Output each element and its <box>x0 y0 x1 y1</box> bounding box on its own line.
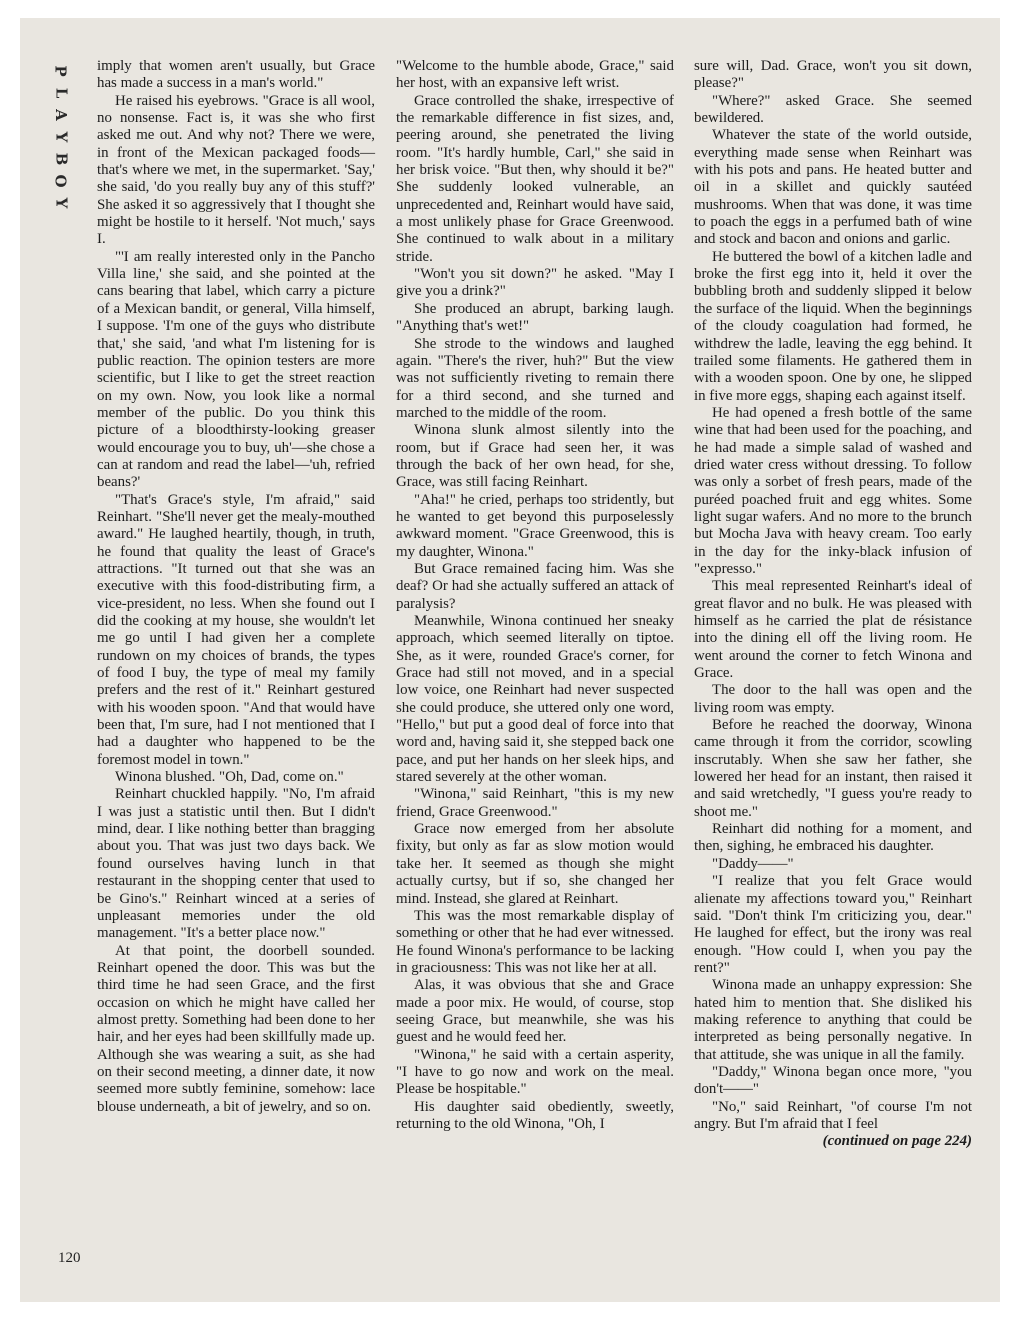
paragraph: His daughter said obediently, sweetly, returning to the old Winona, "Oh, I <box>396 1098 674 1132</box>
paragraph: Meanwhile, Winona continued her sneaky approach, which seemed literally on tiptoe. She, as it were, rounded Grace's corner, for Grace had still not moved, and in a special low voice, one Reinhart had never suspected she could produce, she uttered only one word, "Hello," but put a good deal of force into that word and, having said it, she stepped back one pace, and put her hands on her sleek hips, and stared severely at the other woman. <box>396 613 674 786</box>
paragraph: "Aha!" he cried, perhaps too stridently, but he wanted to get beyond this purposelessly awkward moment. "Grace Greenwood, this is my daughter, Winona." <box>396 491 674 560</box>
paragraph: "'I am really interested only in the Pancho Villa line,' she said, and she pointed at the cans bearing that label, which carry a picture of a Mexican bandit, or general, Villa himself, I suppose. 'I'm one of the guys who distribute that,' she said, 'and what I'm listening for is public reaction. The opinion testers are more scientific, but I like to get the street reaction on my own. Now, you look like a normal member of the public. Do you think this picture of a bloodthirsty-looking greaser would encourage you to buy, uh'—she chose a can at random and read the label—'uh, refried beans?' <box>97 248 375 491</box>
text-column-1 <box>97 58 375 1116</box>
title-letter: L <box>51 87 70 99</box>
paragraph: He had opened a fresh bottle of the same wine that had been used for the poaching, and he had made a simple salad of washed and dried water cress without dressing. To follow was only a sorbet of fresh pears, made of the puréed poached fruit and egg whites. Some light sugar wafers. And no more to the brunch but Mocha Java with heavy cream. Too early in the day for the inky-black infusion of "expresso." <box>694 404 972 577</box>
paragraph: "Winona," he said with a certain asperity, "I have to go now and work on the meal. Please be hospitable." <box>396 1046 674 1098</box>
title-letter: A <box>51 109 70 121</box>
paragraph: Winona made an unhappy expression: She hated him to mention that. She disliked his making reference to anything that could be interpreted as being personally negative. In that attitude, she was unique in all the family. <box>694 977 972 1063</box>
paragraph: Grace controlled the shake, irrespective of the remarkable difference in fist sizes, and, peering around, she penetrated the living room. "It's hardly humble, Carl," she said in her brisk voice. "But then, why should it be?" She suddenly looked vulnerable, an unprecedented and, Reinhart would have said, a most unlikely phase for Grace Greenwood. She continued to walk about in a military stride. <box>396 92 674 265</box>
paragraph: "That's Grace's style, I'm afraid," said Reinhart. "She'll never get the mealy-mouthed award." He laughed heartily, though, in truth, he found that quality the least of Grace's attractions. "It turned out that she was an executive with this food-distributing firm, a vice-president, no less. When she found out I did the cooking at my house, she wouldn't let me go until I had given her a complete rundown on my choices of brands, the types of food I buy, the type of meal my family prefers and the rest of it." Reinhart gestured with his wooden spoon. "And that would have been that, I'm sure, had I not mentioned that I had a daughter who happened to be the foremost model in town." <box>97 491 375 768</box>
paragraph: Reinhart chuckled happily. "No, I'm afraid I was just a statistic until then. But I didn't mind, dear. I like nothing better than bragging about you. That was just two days back. We found ourselves having lunch in that restaurant in the shopping center that used to be Gino's." Reinhart winced at a series of unpleasant memories under the old management. "It's a better place now." <box>97 786 375 942</box>
paragraph: "Daddy——" <box>712 855 794 872</box>
paragraph: She strode to the windows and laughed again. "There's the river, huh?" But the view was not sufficiently riveting to remain there for a third second, and she turned and marched to the middle of the room. <box>396 335 674 421</box>
paragraph: Reinhart did nothing for a moment, and then, sighing, he embraced his daughter. <box>694 821 972 855</box>
paragraph: imply that women aren't usually, but Grace has made a success in a man's world." <box>97 58 375 92</box>
paragraph: He raised his eyebrows. "Grace is all wool, no nonsense. Fact is, it was she who first asked me out. And why not? There we were, in front of the Mexican packaged foods—that's where we met, in the supermarket. 'Say,' she said, 'do you really buy any of this stuff?' She asked it so aggressively that I thought she might be hostile to it herself. 'Not much,' says I. <box>97 92 375 248</box>
paragraph: Grace now emerged from her absolute fixity, but only as far as slow motion would take her. It seemed as though she might actually curtsy, but if so, she changed her mind. Instead, she glared at Reinhart. <box>396 821 674 907</box>
paragraph: "I realize that you felt Grace would alienate my affections toward you," Reinhart said. "Don't think I'm criticizing you, dear." He laughed for effect, but the irony was real enough. "How could I, when you pay the rent?" <box>694 873 972 976</box>
paragraph: Before he reached the doorway, Winona came through it from the corridor, scowling inscrutably. When she saw her father, she lowered her head for an instant, then raised it and said wretchedly, "I guess you're ready to shoot me." <box>694 717 972 820</box>
paragraph: He buttered the bowl of a kitchen ladle and broke the first egg into it, held it over the bubbling broth and suddenly slipped it below the surface of the liquid. When the beginnings of the cloudy coagulation had formed, he withdrew the ladle, leaving the egg behind. It trailed some filaments. He gathered them in with a wooden spoon. One by one, he slipped in five more eggs, shaping each against itself. <box>694 248 972 404</box>
title-letter: O <box>51 174 70 188</box>
title-letter: B <box>52 152 70 166</box>
paragraph: Winona slunk almost silently into the room, but if Grace had seen her, it was through the back of her own head, for she, Grace, was still facing Reinhart. <box>396 422 674 491</box>
continued-note: (continued on page 224) <box>822 1133 972 1150</box>
title-letter: P <box>52 65 70 77</box>
paragraph: At that point, the doorbell sounded. Reinhart opened the door. This was but the third time he had seen Grace, and the first occasion on which he might have called her almost pretty. Something had been done to her hair, and her eyes had been skillfully made up. Although she was wearing a suit, as she had on their second meeting, a dinner date, it now seemed more subtly feminine, somehow: lace blouse underneath, a bit of jewelry, and so on. <box>97 942 375 1115</box>
title-letter: Y <box>52 197 70 209</box>
paragraph: Whatever the state of the world outside, everything made sense when Reinhart was with his pots and pans. He heated butter and oil in a skillet and quickly sautéed mushrooms. When that was done, it was time to poach the eggs in a perfumed bath of wine and stock and bacon and onions and garlic. <box>694 127 972 248</box>
title-letter: Y <box>52 131 70 143</box>
text-column-3 <box>694 58 972 1151</box>
paragraph: "No," said Reinhart, "of course I'm not angry. But I'm afraid that I feel <box>694 1098 972 1132</box>
page-number: 120 <box>58 1250 81 1266</box>
paragraph: "Where?" asked Grace. She seemed bewildered. <box>694 92 972 127</box>
paragraph: sure will, Dad. Grace, won't you sit down, please?" <box>694 58 972 92</box>
text-column-2 <box>396 58 674 1133</box>
paragraph: Winona blushed. "Oh, Dad, come on." <box>115 769 344 786</box>
magazine-title <box>46 60 76 240</box>
paragraph: "Daddy," Winona began once more, "you don't——" <box>694 1063 972 1098</box>
paragraph: The door to the hall was open and the living room was empty. <box>694 682 972 716</box>
paragraph: "Won't you sit down?" he asked. "May I give you a drink?" <box>396 266 674 300</box>
paragraph: This was the most remarkable display of something or other that he had ever witnessed. He found Winona's performance to be lacking in graciousness: This was not like her at all. <box>396 907 674 976</box>
paragraph: This meal represented Reinhart's ideal of great flavor and no bulk. He was pleased with himself as he carried the plat de résistance into the dining ell off the living room. He went around the corner to fetch Winona and Grace. <box>694 578 972 682</box>
paragraph: But Grace remained facing him. Was she deaf? Or had she actually suffered an attack of paralysis? <box>396 560 674 612</box>
paragraph: "Winona," said Reinhart, "this is my new friend, Grace Greenwood." <box>396 786 674 820</box>
paragraph: Alas, it was obvious that she and Grace made a poor mix. He would, of course, stop seeing Grace, but meanwhile, she was his guest and he would feed her. <box>396 977 674 1046</box>
paragraph: She produced an abrupt, barking laugh. "Anything that's wet!" <box>396 300 674 335</box>
paragraph: "Welcome to the humble abode, Grace," said her host, with an expansive left wrist. <box>396 58 674 92</box>
